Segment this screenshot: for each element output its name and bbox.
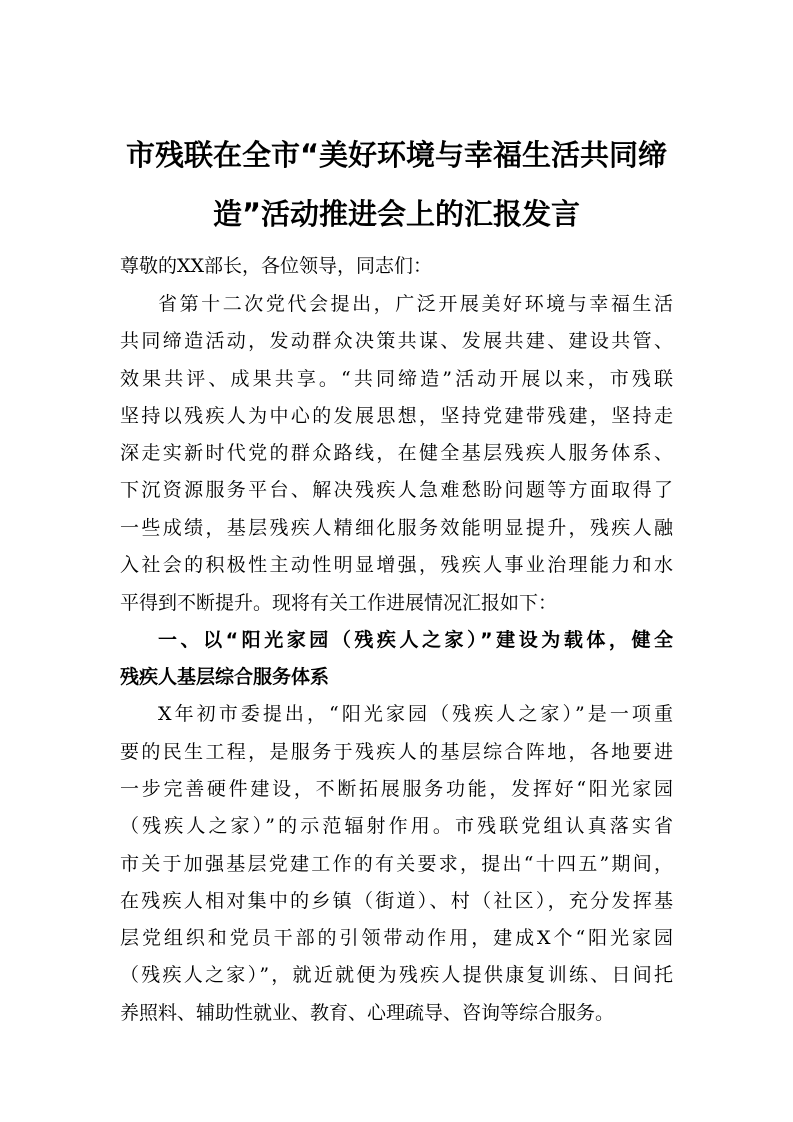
- paragraph-1-line: 下沉资源服务平台、解决残疾人急难愁盼问题等方面取得了: [120, 479, 673, 501]
- paragraph-1-line: 平得到不断提升。现将有关工作进展情况汇报如下：: [120, 592, 558, 614]
- paragraph-1-line: 省第十二次党代会提出，广泛开展美好环境与幸福生活: [158, 293, 673, 315]
- paragraph-2-line: （残疾人之家）”的示范辐射作用。市残联党组认真落实省: [120, 815, 673, 837]
- paragraph-2-line: 养照料、辅助性就业、教育、心理疏导、咨询等综合服务。: [120, 1002, 615, 1024]
- paragraph-2-line: 市关于加强基层党建工作的有关要求，提出“十四五”期间，: [120, 853, 673, 875]
- paragraph-1-line: 入社会的积极性主动性明显增强，残疾人事业治理能力和水: [120, 554, 673, 576]
- paragraph-2-line: 一步完善硬件建设，不断拓展服务功能，发挥好“阳光家园: [120, 778, 673, 800]
- paragraph-1-line: 深走实新时代党的群众路线，在健全基层残疾人服务体系、: [120, 442, 673, 464]
- paragraph-2-line: （残疾人之家）”，就近就便为残疾人提供康复训练、日间托: [120, 964, 673, 986]
- section-heading-1-line-2: 残疾人基层综合服务体系: [120, 666, 330, 688]
- greeting: 尊敬的XX部长，各位领导，同志们：: [120, 255, 433, 277]
- paragraph-1-line: 一些成绩，基层残疾人精细化服务效能明显提升，残疾人融: [120, 517, 673, 539]
- document-title-line-2: 造”活动推进会上的汇报发言: [212, 197, 581, 231]
- paragraph-1-line: 共同缔造活动，发动群众决策共谋、发展共建、建设共管、: [120, 330, 673, 352]
- paragraph-2-line: 层党组织和党员干部的引领带动作用，建成X个“阳光家园: [120, 927, 673, 949]
- document-title-line-1: 市残联在全市“美好环境与幸福生活共同缔: [125, 138, 668, 172]
- section-heading-1-line-1: 一、以“阳光家园（残疾人之家）”建设为载体，健全: [158, 629, 673, 651]
- paragraph-2-line: 在残疾人相对集中的乡镇（街道）、村（社区），充分发挥基: [120, 890, 673, 912]
- paragraph-2-line: X年初市委提出，“阳光家园（残疾人之家）”是一项重: [158, 703, 673, 725]
- paragraph-1-line: 坚持以残疾人为中心的发展思想，坚持党建带残建，坚持走: [120, 405, 673, 427]
- paragraph-2-line: 要的民生工程，是服务于残疾人的基层综合阵地，各地要进: [120, 741, 673, 763]
- paragraph-1-line: 效果共评、成果共享。“共同缔造”活动开展以来，市残联: [120, 368, 673, 390]
